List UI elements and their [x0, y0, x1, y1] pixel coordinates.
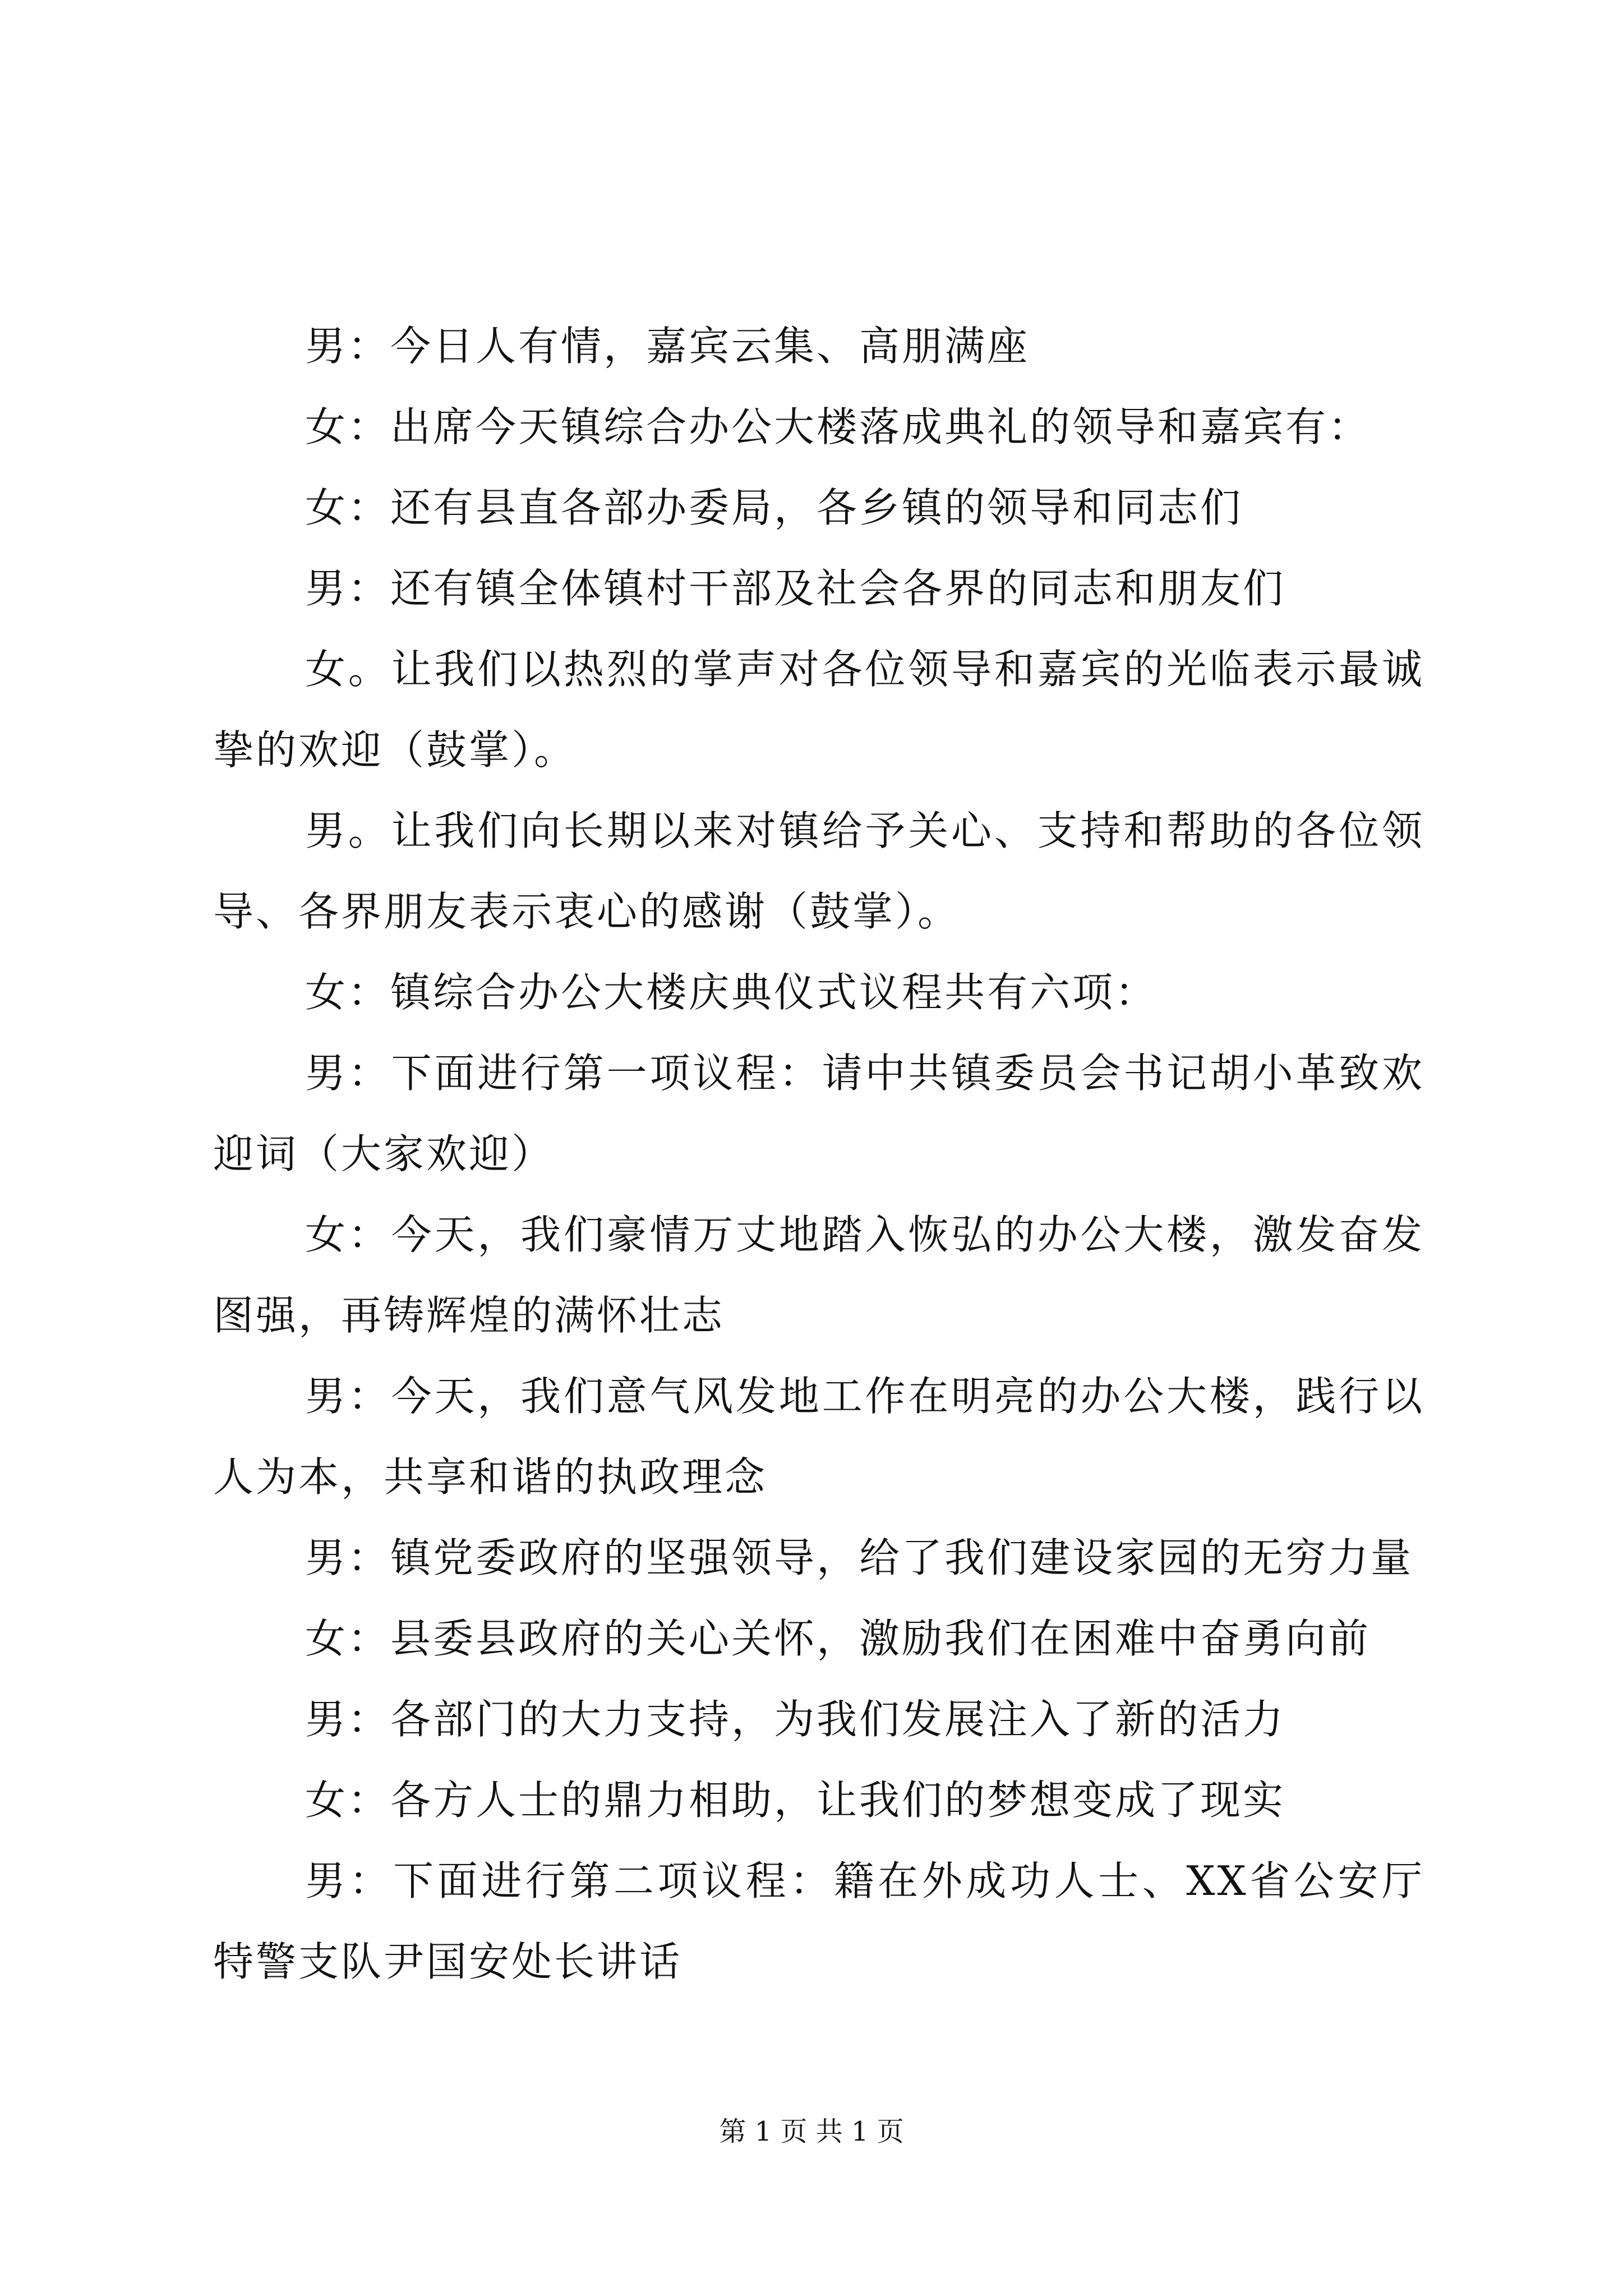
paragraph-8: 男：下面进行第一项议程：请中共镇委员会书记胡小革致欢迎词（大家欢迎）	[213, 1050, 1424, 1177]
paragraph-7: 女：镇综合办公大楼庆典仪式议程共有六项：	[305, 969, 1158, 1016]
paragraph-4: 男：还有镇全体镇村干部及社会各界的同志和朋友们	[305, 565, 1286, 612]
page-number-label: 第 1 页 共 1 页	[719, 2116, 904, 2147]
paragraph-6: 男。让我们向长期以来对镇给予关心、支持和帮助的各位领导、各界朋友表示衷心的感谢（鼓掌）。	[213, 807, 1424, 935]
paragraph-14: 女：各方人士的鼎力相助，让我们的梦想变成了现实	[305, 1777, 1286, 1824]
paragraph-9: 女：今天，我们豪情万丈地踏入恢弘的办公大楼，激发奋发图强，再铸辉煌的满怀壮志	[213, 1211, 1424, 1339]
paragraph-12: 女：县委县政府的关心关怀，激励我们在困难中奋勇向前	[305, 1615, 1371, 1662]
paragraph-1: 男：今日人有情，嘉宾云集、高朋满座	[305, 323, 1030, 370]
paragraph-3: 女：还有县直各部办委局，各乡镇的领导和同志们	[305, 484, 1243, 531]
page-footer	[0, 2115, 1623, 2148]
paragraph-15: 男：下面进行第二项议程：籍在外成功人士、XX省公安厅特警支队尹国安处长讲话	[213, 1857, 1424, 1985]
paragraph-10: 男：今天，我们意气风发地工作在明亮的办公大楼，践行以人为本，共享和谐的执政理念	[213, 1373, 1424, 1501]
paragraph-2: 女：出席今天镇综合办公大楼落成典礼的领导和嘉宾有：	[305, 403, 1371, 450]
document-body	[213, 306, 1424, 2002]
paragraph-13: 男：各部门的大力支持，为我们发展注入了新的活力	[305, 1696, 1286, 1743]
paragraph-11: 男：镇党委政府的坚强领导，给了我们建设家园的无穷力量	[305, 1534, 1414, 1581]
paragraph-5: 女。让我们以热烈的掌声对各位领导和嘉宾的光临表示最诚挚的欢迎（鼓掌）。	[213, 646, 1424, 774]
